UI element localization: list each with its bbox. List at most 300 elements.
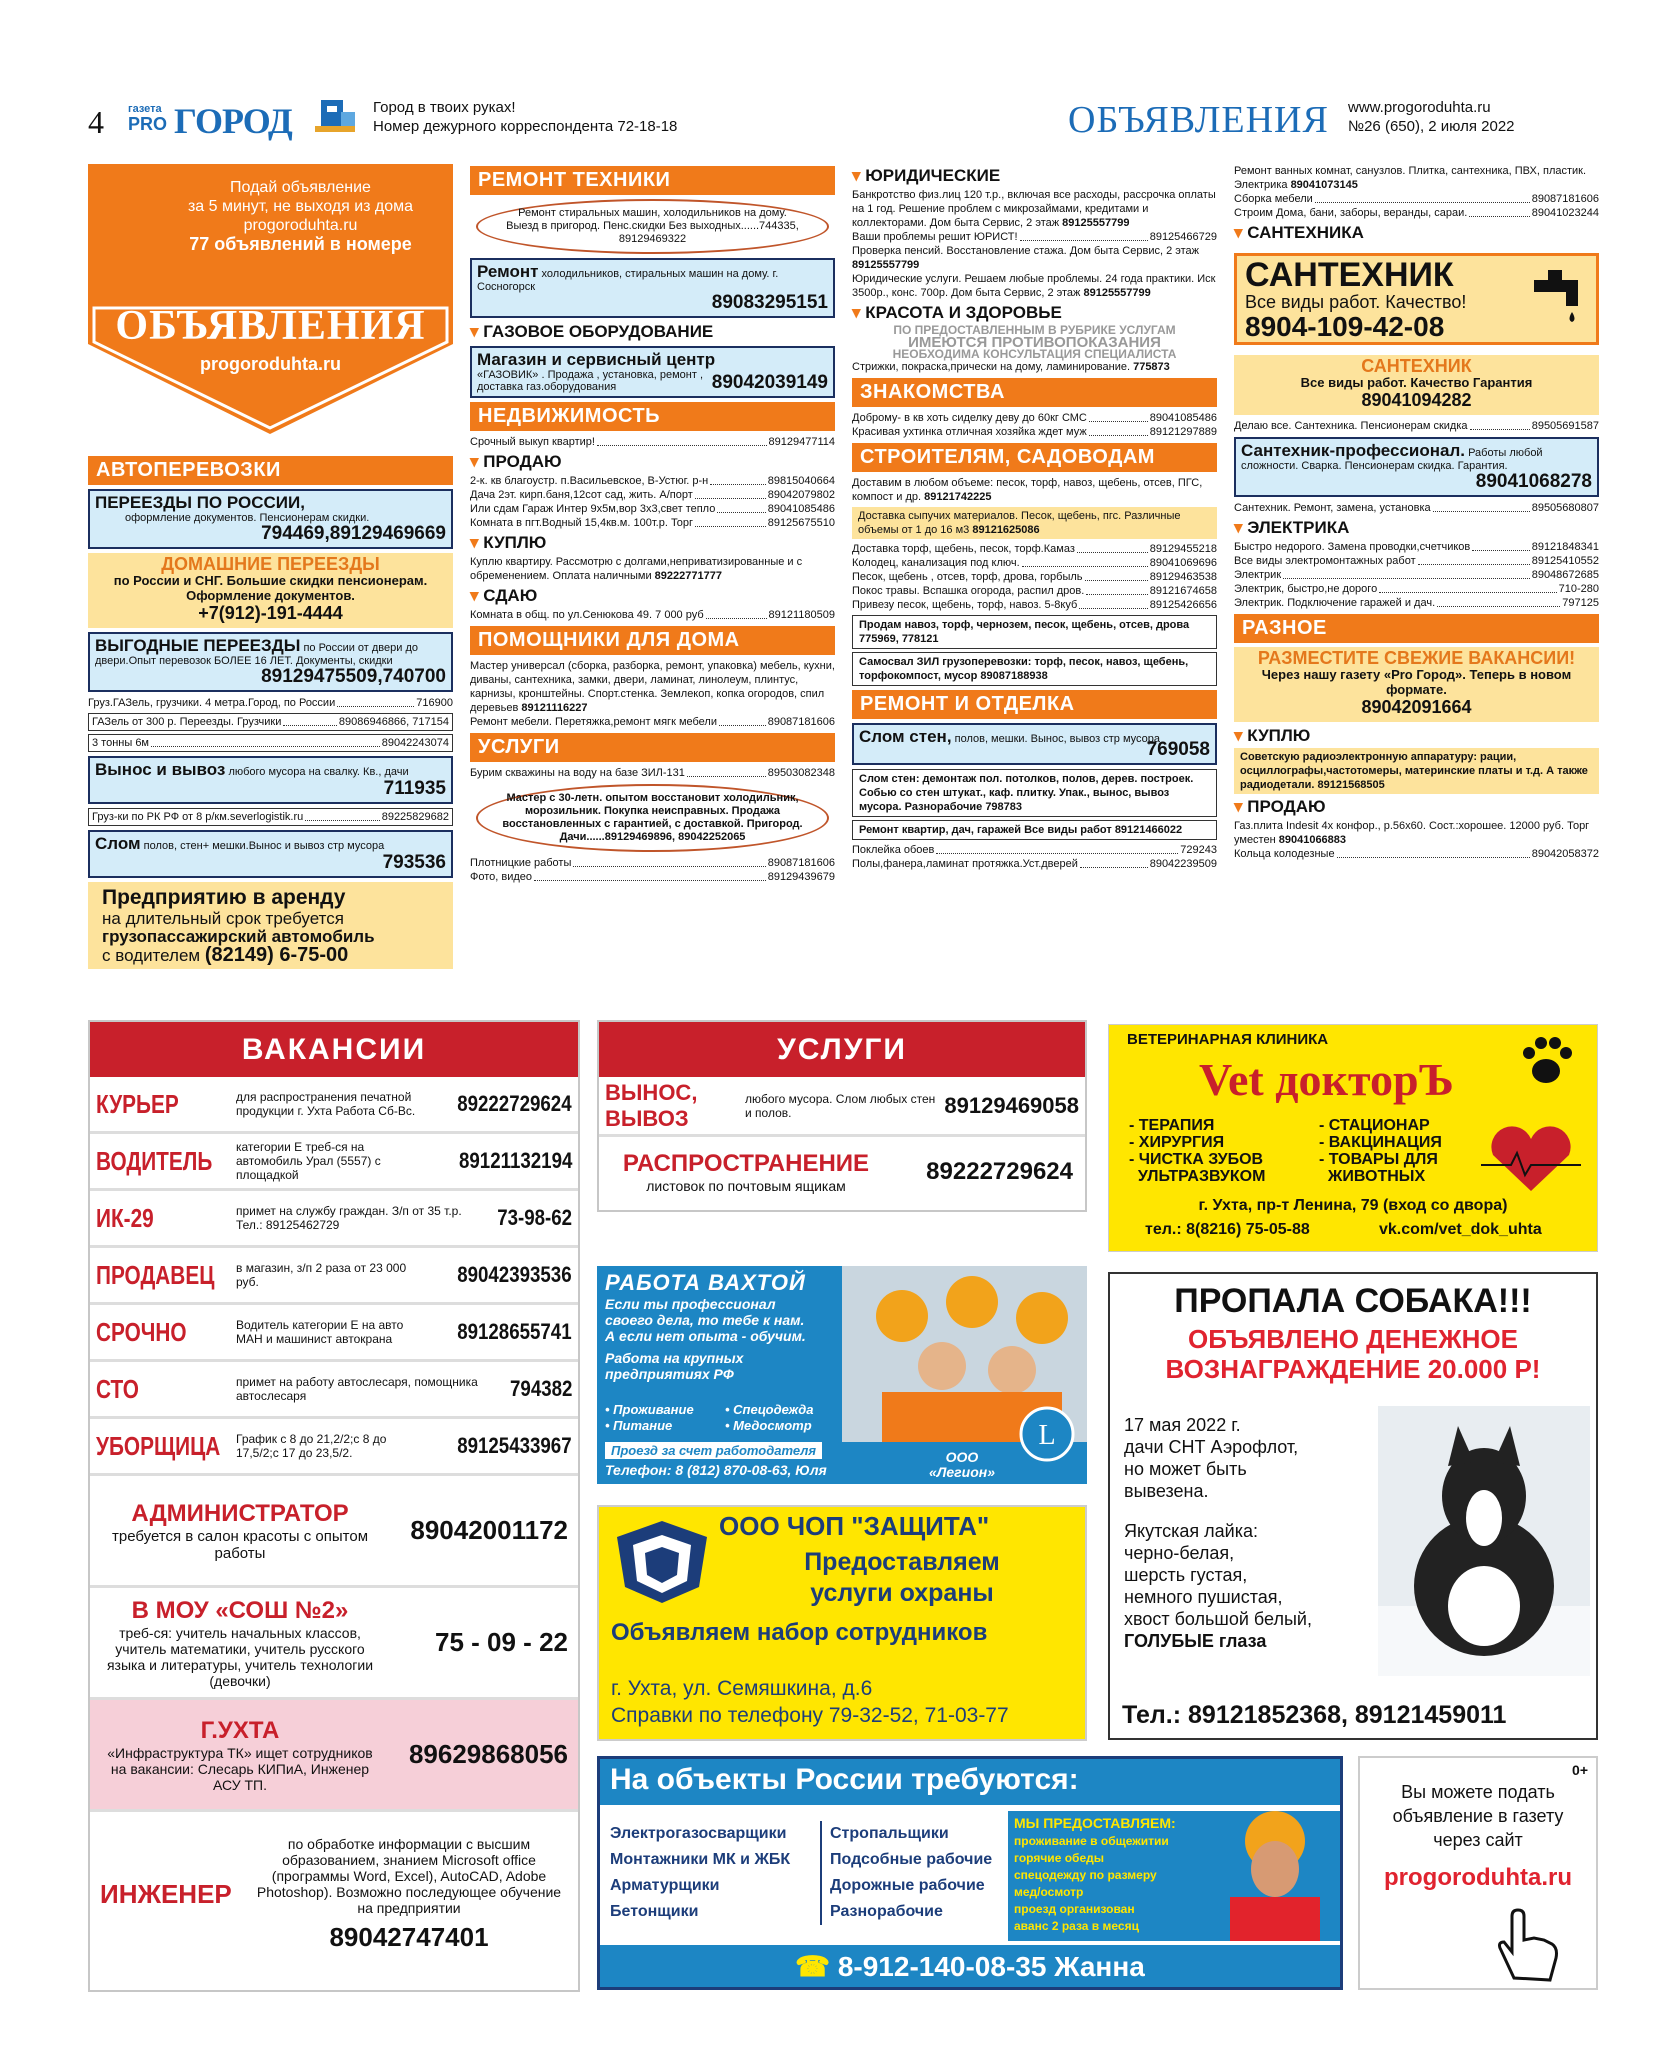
shift-perk: • Проживание <box>605 1402 694 1417</box>
list-item <box>852 556 1217 570</box>
site-ad-text: через сайт <box>1433 1830 1523 1850</box>
ad-phone: 89129475509,740700 <box>261 666 446 687</box>
vacancy-desc: по обработке информации с высшим образованием, знанием Microsoft office (программы Word, Excel), AutoCAD, Adobe Photoshop). Возможно последующее обучение на предприятии <box>256 1836 562 1916</box>
column-1 <box>88 452 453 973</box>
ad-title: Магазин и сервисный центр <box>477 350 716 369</box>
vet-name: Vet докторЪ <box>1199 1054 1454 1105</box>
list-entry: аванс 2 раза в месяц <box>1014 1919 1139 1933</box>
item-text: Колодец, канализация под ключ. <box>852 557 1020 569</box>
ad-text: оформление документов. Пенсионерам скидки. <box>125 512 370 524</box>
dog-text: вывезена. <box>1124 1481 1209 1501</box>
ad-text: грузопассажирский автомобиль <box>102 927 375 946</box>
dog-reward: ВОЗНАГРАЖДЕНИЕ 20.000 Р! <box>1165 1354 1541 1384</box>
ad-fridge-repair[interactable] <box>470 258 835 318</box>
list-item <box>1234 419 1599 433</box>
list-item <box>1234 554 1599 568</box>
vacancy-phone: 794382 <box>509 1376 572 1401</box>
dot-leader <box>1469 206 1529 217</box>
ad-text: по России и СНГ. Большие скидки пенсионерам. Оформление документов. <box>113 573 428 603</box>
list-entry: УЛЬТРАЗВУКОМ <box>1129 1168 1266 1185</box>
russia-title: На объекты России требуются: <box>600 1759 1340 1805</box>
dot-leader <box>1022 556 1148 567</box>
heading-realty: НЕДВИЖИМОСТЬ <box>470 402 835 431</box>
dot-leader <box>695 488 766 499</box>
service-title: РАСПРОСТРАНЕНИЕ <box>622 1150 870 1177</box>
ad-russia-jobs[interactable] <box>597 1756 1343 1990</box>
ad-trash-removal[interactable] <box>88 756 453 804</box>
dog-phone: Тел.: 89121852368, 89121459011 <box>1122 1701 1507 1729</box>
list-item <box>1234 206 1599 220</box>
ad-title: ДОМАШНИЕ ПЕРЕЕЗДЫ <box>161 554 380 574</box>
dot-leader <box>573 856 765 867</box>
item-phone: 89087181606 <box>767 857 835 869</box>
list-entry: Бетонщики <box>610 1903 699 1920</box>
item-phone: 797125 <box>1562 597 1599 609</box>
item-phone: 89129439679 <box>767 871 835 883</box>
list-item <box>852 857 1217 871</box>
dot-leader <box>706 608 767 619</box>
vacancy-row[interactable] <box>90 1248 578 1305</box>
item-phone: 710-280 <box>1558 583 1599 595</box>
dot-leader <box>710 474 765 485</box>
item-text: Ремонт мебели. Перетяжка,ремонт мягк мебели <box>470 716 717 728</box>
dog-text: черно-белая, <box>1124 1543 1235 1563</box>
list-item: Банкротство физ.лиц 120 т.р., включая все расходы, рассрочка оплаты на 1 год. Решение проблем с микрозаймами, кредитами и коллекторами. Дом быта Сервис, 2 этаж 89125557799 <box>852 189 1216 229</box>
item-text: ГАЗель от 300 р. Переезды. Грузчики <box>92 716 282 728</box>
item-text: Дача 2эт. кирп.баня,12сот сад, жить. А/порт <box>470 489 693 501</box>
site-link[interactable]: www.progoroduhta.ru <box>1348 99 1491 116</box>
heading-buy: ▾ КУПЛЮ <box>1234 726 1599 746</box>
list-item <box>852 230 1217 244</box>
list-entry: Стропальщики <box>830 1825 949 1842</box>
ad-phone: 89042091664 <box>1361 697 1472 717</box>
item-phone: 89086946866, 717154 <box>338 716 449 728</box>
item-phone: 729243 <box>1180 844 1217 856</box>
ad-text: холодильников, стиральных машин на дому. г. Сосногорск <box>477 268 779 293</box>
list-entry: мед/осмотр <box>1014 1885 1084 1899</box>
item-phone: 89505680807 <box>1531 502 1599 514</box>
list-item: Ремонт квартир, дач, гаражей Все виды работ 89121466022 <box>852 820 1217 840</box>
list-item <box>470 488 835 502</box>
item-text: Электрик. Подключение гаражей и дач. <box>1234 597 1436 609</box>
heading-builders: СТРОИТЕЛЯМ, САДОВОДАМ <box>852 443 1217 472</box>
column-4 <box>1234 164 1599 861</box>
heading-helpers: ПОМОЩНИКИ ДЛЯ ДОМА <box>470 626 835 655</box>
vacancies-panel <box>88 1020 580 1992</box>
dot-leader <box>1418 554 1530 565</box>
list-item: Самосвал ЗИЛ грузоперевозки: торф, песок, навоз, щебень, торфокомпост, мусор 89087188938 <box>852 652 1217 686</box>
warning: ПО ПРЕДОСТАВЛЕННЫМ В РУБРИКЕ УСЛУГАМ ИМЕЮТСЯ ПРОТИВОПОКАЗАНИЯ НЕОБХОДИМА КОНСУЛЬТАЦИЯ СПЕЦИАЛИСТА <box>892 323 1177 361</box>
worker-photo <box>1210 1811 1340 1941</box>
shift-text: Работа на крупных <box>605 1350 744 1366</box>
dot-leader <box>1437 596 1560 607</box>
item-text: Все виды электромонтажных работ <box>1234 555 1416 567</box>
ad-moves-russia[interactable] <box>88 489 453 549</box>
item-phone: 89121848341 <box>1531 541 1599 553</box>
list-item <box>88 713 453 731</box>
item-phone: 89815040664 <box>767 475 835 487</box>
dot-leader <box>1379 582 1556 593</box>
list-item <box>88 696 453 710</box>
dot-leader <box>1470 419 1530 430</box>
duty-phone: Номер дежурного корреспондента 72-18-18 <box>373 118 678 135</box>
list-item <box>470 856 835 870</box>
service-distribution[interactable] <box>599 1137 1085 1207</box>
item-text: Груз.ГАЗель, грузчики. 4 метра.Город, по России <box>88 697 336 709</box>
heading-misc: РАЗНОЕ <box>1234 614 1599 643</box>
dog-reward: ОБЪЯВЛЕНО ДЕНЕЖНОЕ <box>1188 1324 1518 1354</box>
service-desc: любого мусора. Слом любых стен и полов. <box>745 1091 936 1120</box>
ad-text: «ГАЗОВИК» . Продажа , установка, ремонт , доставка газ.оборудования <box>477 369 704 393</box>
heading-beauty: ▾ КРАСОТА И ЗДОРОВЬЕ <box>852 303 1217 323</box>
list-item: Доставка сыпучих материалов. Песок, щебень, пгс. Различные объемы от 1 до 16 м3 89121625086 <box>852 507 1217 539</box>
list-item <box>470 435 835 449</box>
list-item: Продам навоз, торф, чернозем, песок, щебень, отсев, дрова 775969, 778121 <box>852 615 1217 649</box>
ad-title: Слом стен, <box>859 727 952 746</box>
item-phone: 89225829682 <box>381 811 449 823</box>
dot-leader <box>1315 192 1530 203</box>
dot-leader <box>1077 542 1148 553</box>
item-phone: 716900 <box>416 697 453 709</box>
ad-title: Предприятию в аренду <box>102 886 346 909</box>
list-entry: - ТЕРАПИЯ <box>1129 1117 1215 1134</box>
promo-block[interactable] <box>88 164 453 434</box>
shift-text: своего дела, то тебе к нам. <box>605 1312 805 1328</box>
list-entry: горячие обеды <box>1014 1851 1104 1865</box>
item-text: Фото, видео <box>470 871 533 883</box>
item-text: Плотницкие работы <box>470 857 572 869</box>
ad-title: САНТЕХНИК <box>1361 356 1472 376</box>
ad-fridge-master[interactable]: Мастер с 30-летн. опытом восстановит холодильник, морозильник. Покупка неисправных. Продажа восстановленных с гарантией, с доставкой. Пригород. Дачи......89129469896, 89042252065 <box>476 784 829 852</box>
ad-title: ВЫГОДНЫЕ ПЕРЕЕЗДЫ <box>95 636 301 655</box>
ad-site[interactable] <box>1358 1756 1598 1990</box>
item-text: Электрик, быстро,не дорого <box>1234 583 1378 595</box>
ad-rent[interactable] <box>88 882 453 969</box>
dog-text: Якутская лайка: <box>1124 1521 1258 1541</box>
hand-logo-icon <box>313 96 361 142</box>
list-item <box>1234 596 1599 610</box>
dog-text: хвост большой белый, <box>1124 1609 1312 1629</box>
heading-dating: ЗНАКОМСТВА <box>852 378 1217 407</box>
site-ad-text: Вы можете подать <box>1401 1782 1555 1802</box>
site-ad-link[interactable]: progoroduhta.ru <box>1384 1864 1572 1891</box>
list-item: Газ.плита Indesit 4х конфор., р.56х60. Сост.:хорошее. 12000 руб. Торг уместен 89041066883 <box>1234 820 1590 846</box>
ad-home-moves[interactable] <box>88 553 453 628</box>
dog-photo <box>1378 1406 1590 1676</box>
vacancy-title: В МОУ «СОШ №2» <box>131 1596 349 1624</box>
list-item <box>1234 582 1599 596</box>
vacancy-desc: для распространения печатной продукции г. Ухта Работа Сб-Вс. <box>236 1090 416 1118</box>
item-phone: 89505691587 <box>1531 420 1599 432</box>
vacancy-row[interactable] <box>90 1305 578 1362</box>
vet-vk[interactable]: vk.com/vet_dok_uhta <box>1379 1221 1542 1238</box>
ad-demolition[interactable] <box>88 830 453 878</box>
shift-perk: • Питание <box>605 1418 673 1433</box>
item-phone: 89041085486 <box>767 503 835 515</box>
item-text: Поклейка обоев <box>852 844 935 856</box>
dog-text: дачи СНТ Аэрофлот, <box>1124 1437 1299 1457</box>
list-item: Советскую радиоэлектронную аппаратуру: рации, осциллографы,частотомеры, материнские платы и т.д. А также радиодетали. 89121568505 <box>1234 748 1599 794</box>
ad-security[interactable] <box>597 1505 1087 1741</box>
dot-leader <box>283 715 337 726</box>
shift-travel: Проезд за счет работодателя <box>605 1442 822 1459</box>
issue-info <box>1348 98 1515 136</box>
ad-text: Через нашу газету «Pro Город». Теперь в новом формате. <box>1261 667 1572 697</box>
list-item <box>470 870 835 884</box>
ad-lost-dog[interactable] <box>1108 1272 1598 1740</box>
vacancy-title: СТО <box>96 1373 139 1404</box>
item-phone: 89087181606 <box>1531 193 1599 205</box>
item-text: Сборка мебели <box>1234 193 1313 205</box>
item-phone: 89121180509 <box>768 609 835 621</box>
service-phone: 89129469058 <box>944 1092 1079 1118</box>
list-item <box>1234 847 1599 861</box>
list-entry: Электрогазосварщики <box>610 1825 787 1842</box>
vacancy-uhta[interactable] <box>90 1700 578 1812</box>
heading-plumbing: ▾ САНТЕХНИКА <box>1234 223 1599 243</box>
logo-small: газета <box>128 103 162 115</box>
ad-phone: 89041068278 <box>1475 471 1592 492</box>
ad-text: Работы любой сложности. Сварка. Пенсионерам скидка. Гарантия. <box>1241 447 1543 472</box>
item-text: 2-к. кв благоустр. п.Васильевское, В-Устюг. р-н <box>470 475 709 487</box>
dot-leader <box>936 843 1178 854</box>
list-entry: ЖИВОТНЫХ <box>1319 1168 1426 1185</box>
dot-leader <box>1085 570 1148 581</box>
list-entry: Подсобные рабочие <box>830 1851 993 1868</box>
ad-title: РАЗМЕСТИТЕ СВЕЖИЕ ВАКАНСИИ! <box>1257 648 1576 668</box>
ad-gas-shop[interactable] <box>470 346 835 398</box>
services-panel <box>597 1020 1087 1212</box>
ad-text: на длительный срок требуется <box>102 909 344 928</box>
promo-title: ОБЪЯВЛЕНИЯ <box>115 303 426 349</box>
list-item: Слом стен: демонтаж пол. потолков, полов, дерев. построек. Собью со стен штукат., каф. плитку. Упак., вынос, вывоз мусора. Разнорабочие 798783 <box>852 769 1217 817</box>
dot-leader <box>719 715 766 726</box>
list-item <box>852 598 1217 612</box>
list-item <box>88 734 453 752</box>
security-hiring: Объявляем набор сотрудников <box>611 1619 988 1646</box>
phone-icon: ☎ <box>795 1951 831 1982</box>
russia-phone: 8-912-140-08-35 <box>837 1951 1047 1982</box>
list-entry: Разнорабочие <box>830 1903 943 1920</box>
dot-leader <box>1089 425 1148 436</box>
list-item <box>1234 501 1599 515</box>
list-item: Куплю квартиру. Рассмотрю с долгами,неприватизированные и с обременением. Оплата наличными 89222771777 <box>470 556 803 582</box>
vacancy-phone: 89042393536 <box>457 1262 572 1287</box>
ad-vacancies-promo[interactable] <box>1234 647 1599 722</box>
item-text: Груз-ки по РК РФ от 8 р/км.severlogistik.ru <box>92 811 304 823</box>
service-phone: 89222729624 <box>926 1158 1073 1185</box>
ad-phone: 793536 <box>382 852 446 873</box>
dot-leader <box>305 810 379 821</box>
item-text: Электрик <box>1234 569 1282 581</box>
item-phone: 89503082348 <box>767 767 835 779</box>
list-item <box>470 516 835 530</box>
ad-phone: 711935 <box>383 778 446 799</box>
dog-title: ПРОПАЛА СОБАКА!!! <box>1174 1282 1532 1320</box>
vacancies-list <box>90 1077 578 1476</box>
list-item <box>470 766 835 780</box>
vacancy-desc: Водитель категории Е на авто МАН и машинист автокрана <box>236 1318 404 1346</box>
site-ad-text: объявление в газету <box>1392 1806 1564 1826</box>
vacancy-row[interactable] <box>90 1191 578 1248</box>
list-entry: спецодежду по размеру <box>1014 1868 1157 1882</box>
column-2 <box>470 166 835 884</box>
item-text: Быстро недорого. Замена проводки,счетчиков <box>1234 541 1471 553</box>
item-text: Бурим скважины на воду на базе ЗИЛ-131 <box>470 767 685 779</box>
dot-leader <box>1337 847 1530 858</box>
list-entry: проживание в общежитии <box>1014 1834 1169 1848</box>
russia-list-right <box>820 1821 992 1925</box>
shift-text: А если нет опыта - обучим. <box>605 1328 806 1344</box>
heading-repair: РЕМОНТ ТЕХНИКИ <box>470 166 835 195</box>
ad-profitable-moves[interactable] <box>88 632 453 692</box>
vacancy-title: СРОЧНО <box>96 1316 187 1347</box>
service-removal[interactable] <box>599 1077 1085 1137</box>
vacancy-title: АДМИНИСТРАТОР <box>131 1499 349 1527</box>
list-item <box>1234 568 1599 582</box>
vacancy-row[interactable] <box>90 1362 578 1419</box>
vet-address: г. Ухта, пр-т Ленина, 79 (вход со двора) <box>1198 1197 1508 1214</box>
ad-plumber-yellow[interactable] <box>1234 355 1599 415</box>
promo-line2: за 5 минут, не выходя из дома <box>187 198 414 215</box>
vacancy-admin[interactable] <box>90 1476 578 1588</box>
vacancy-engineer[interactable] <box>90 1812 578 1977</box>
vacancies-title: ВАКАНСИИ <box>90 1022 578 1077</box>
vacancy-desc: примет на службу граждан. З/п от 35 т.р. Тел.: 89125462729 <box>236 1204 462 1232</box>
ad-title: САНТЕХНИК <box>1245 256 1454 294</box>
dot-leader <box>1080 857 1148 868</box>
list-item <box>470 715 835 729</box>
ad-plumber-pro[interactable] <box>1234 437 1599 497</box>
list-entry: Арматурщики <box>610 1877 720 1894</box>
dot-leader <box>717 502 765 513</box>
list-item <box>852 411 1217 425</box>
heading-services: УСЛУГИ <box>470 733 835 762</box>
russia-provide-title: МЫ ПРЕДОСТАВЛЯЕМ: <box>1014 1815 1176 1831</box>
vacancy-school[interactable] <box>90 1588 578 1700</box>
vacancy-title: ИК-29 <box>96 1202 154 1233</box>
vacancy-title: КУРЬЕР <box>96 1088 179 1119</box>
list-entry: - СТАЦИОНАР <box>1319 1117 1430 1134</box>
paw-icon <box>1515 1033 1577 1089</box>
vacancy-row[interactable] <box>90 1134 578 1191</box>
services-title: УСЛУГИ <box>599 1022 1085 1077</box>
ad-washing-repair[interactable]: Ремонт стиральных машин, холодильников на дому. Выезд в пригород. Пенс.скидки Без выходных......744335, 89129469322 <box>476 199 829 254</box>
ad-title: Вынос и вывоз <box>95 760 226 779</box>
item-text: Кольца колодезные <box>1234 848 1335 860</box>
dot-leader <box>1086 584 1147 595</box>
dot-leader <box>1079 598 1147 609</box>
item-phone: 89125426656 <box>1149 599 1217 611</box>
vacancy-phone: 89128655741 <box>457 1319 572 1344</box>
list-entry: Монтажники МК и ЖБК <box>610 1851 791 1868</box>
item-phone: 89042079802 <box>767 489 835 501</box>
ad-shift-work[interactable] <box>597 1266 1087 1484</box>
ad-phone: 89042039149 <box>711 372 828 393</box>
heading-electric: ▾ ЭЛЕКТРИКА <box>1234 518 1599 538</box>
security-title: ООО ЧОП "ЗАЩИТА" <box>719 1511 990 1541</box>
heart-pets-icon <box>1481 1125 1581 1195</box>
list-item <box>88 808 453 826</box>
vacancy-row[interactable] <box>90 1419 578 1476</box>
header-info <box>373 98 677 136</box>
heading-legal: ▾ ЮРИДИЧЕСКИЕ <box>852 166 1217 186</box>
list-entry: проезд организован <box>1014 1902 1135 1916</box>
service-title: ВЫНОС, ВЫВОЗ <box>605 1079 698 1131</box>
dot-leader <box>597 435 767 446</box>
ad-title: Ремонт <box>477 262 539 281</box>
vacancy-phone: 89629868056 <box>408 1739 568 1769</box>
logo-pro: PRO <box>128 114 168 134</box>
promo-line1: Подай объявление <box>230 179 371 196</box>
ad-demolition-walls[interactable] <box>852 723 1217 765</box>
item-phone: 89042239509 <box>1149 858 1217 870</box>
ad-phone: 89041094282 <box>1361 390 1472 410</box>
vacancy-desc: примет на работу автослесаря, помощника автослесаря <box>236 1375 478 1403</box>
dog-text: но может быть <box>1124 1459 1247 1479</box>
item-text: Доставка торф, щебень, песок, торф.Камаз <box>852 543 1075 555</box>
list-item: Стрижки, покраска,прически на дому, ламинирование. 775873 <box>852 361 1170 373</box>
item-phone: 89041023244 <box>1531 207 1599 219</box>
promo-site[interactable]: progoroduhta.ru <box>200 354 341 374</box>
russia-contact: Жанна <box>1054 1951 1145 1982</box>
list-item: Доставим в любом объеме: песок, торф, навоз, щебень, отсев, ПГС, компост и др. 89121742225 <box>852 477 1203 503</box>
item-text: Комната в общ. по ул.Сенюкова 49. 7 000 руб <box>470 609 704 621</box>
security-text: услуги охраны <box>810 1579 994 1607</box>
item-phone: 89129463538 <box>1149 571 1217 583</box>
ad-plumber-big[interactable] <box>1234 253 1599 345</box>
svg-text:L: L <box>1038 1420 1056 1451</box>
dot-leader <box>1020 230 1148 241</box>
issue-date: №26 (650), 2 июля 2022 <box>1348 118 1515 135</box>
list-item: Юридические услуги. Решаем любые проблемы. 24 года практики. Иск 3500р., конс. 700р. Дом быта Сервис, 2 этаж 89125557799 <box>852 273 1216 299</box>
vacancy-desc: треб-ся: учитель начальных классов, учитель математики, учитель русского языка и литературы, учитель технологии (девочки) <box>106 1624 374 1689</box>
shift-text: Если ты профессионал <box>605 1296 776 1312</box>
logo[interactable] <box>128 100 293 142</box>
russia-provide-list <box>1014 1833 1169 1935</box>
dog-text: шерсть густая, <box>1124 1565 1248 1585</box>
shift-company: ООО «Легион» <box>928 1449 995 1480</box>
faucet-icon <box>1530 266 1590 326</box>
vet-top: ВЕТЕРИНАРНАЯ КЛИНИКА <box>1127 1031 1329 1048</box>
legion-logo-icon <box>1017 1404 1077 1464</box>
vacancy-phone: 89125433967 <box>457 1433 572 1458</box>
vacancy-phone: 75 - 09 - 22 <box>435 1627 568 1657</box>
section-title: ОБЪЯВЛЕНИЯ <box>1068 99 1329 141</box>
item-text: Комната в пгт.Водный 15,4кв.м. 100т.р. Торг <box>470 517 694 529</box>
list-item <box>470 474 835 488</box>
vacancy-phone: 89042747401 <box>329 1922 489 1952</box>
item-text: Делаю все. Сантехника. Пенсионерам скидка <box>1234 420 1468 432</box>
vacancy-row[interactable] <box>90 1077 578 1134</box>
cursor-hand-icon <box>1490 1908 1570 1988</box>
item-phone: 89121297889 <box>1149 426 1217 438</box>
vacancy-phone: 73-98-62 <box>497 1205 572 1230</box>
ad-vet-clinic[interactable] <box>1108 1024 1598 1252</box>
shift-title: РАБОТА ВАХТОЙ <box>605 1270 806 1295</box>
item-phone: 89129455218 <box>1149 543 1217 555</box>
item-text: Срочный выкуп квартир! <box>470 436 595 448</box>
security-text: Предоставляем <box>804 1548 1000 1576</box>
dot-leader <box>534 870 766 881</box>
heading-rent: ▾ СДАЮ <box>470 586 835 606</box>
item-text: Привезу песок, щебень, торф, навоз. 5-8куб <box>852 599 1078 611</box>
ad-text: полов, мешки. Вынос, вывоз стр мусора <box>954 733 1160 745</box>
item-text: 3 тонны 6м <box>92 737 149 749</box>
item-phone: 89048672685 <box>1531 569 1599 581</box>
list-entry: - ХИРУРГИЯ <box>1129 1134 1225 1151</box>
item-text: Покос травы. Вспашка огорода, распил дров. <box>852 585 1085 597</box>
